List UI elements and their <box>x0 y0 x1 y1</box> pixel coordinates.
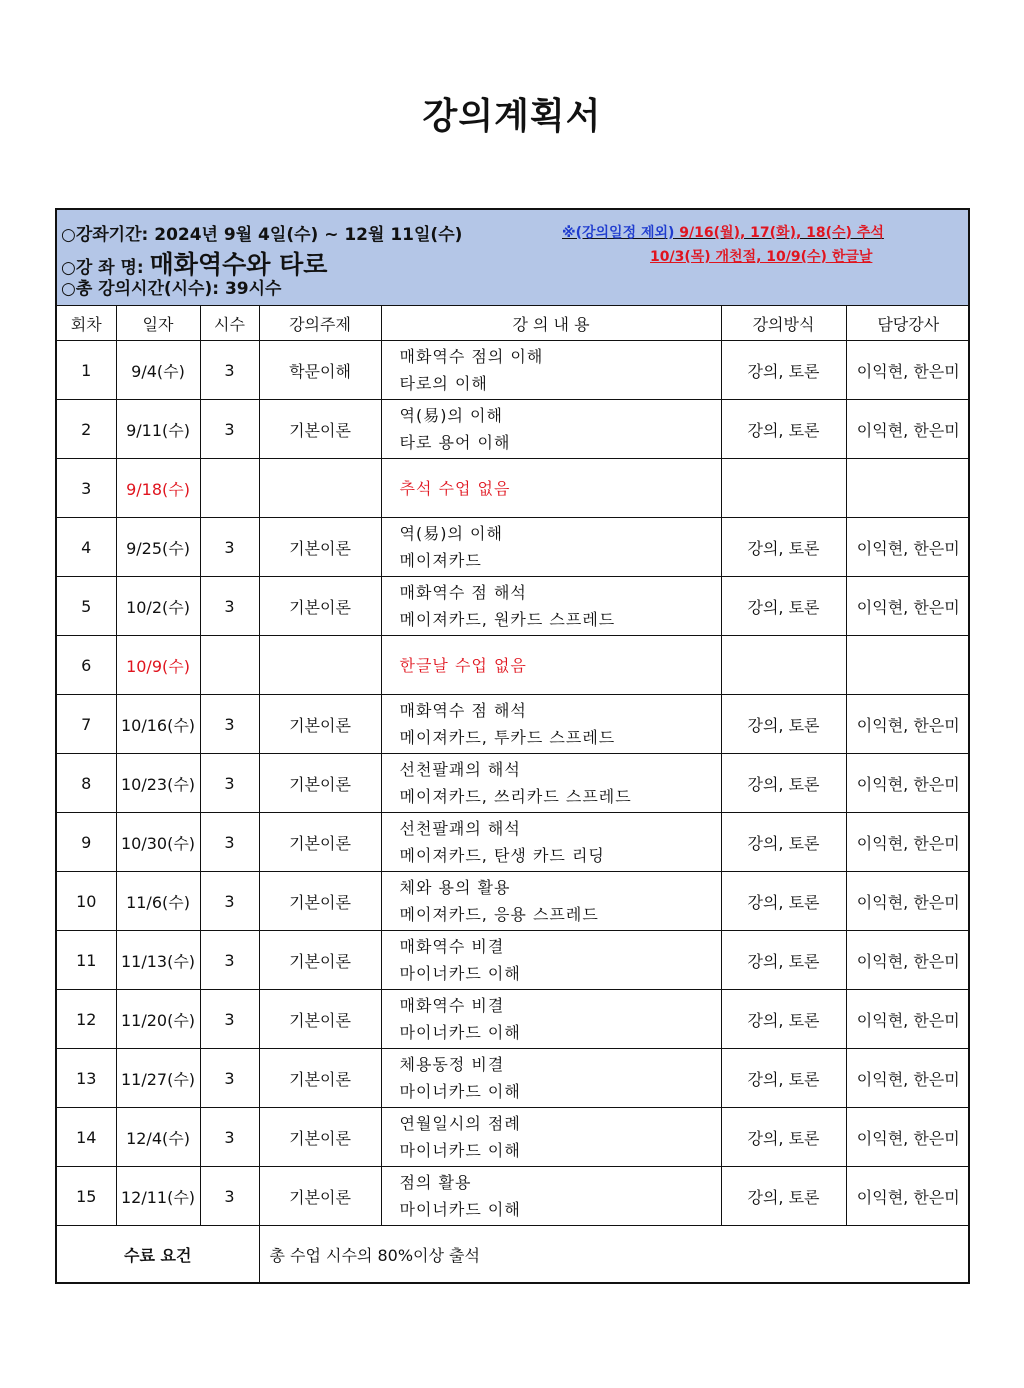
course-name-prefix: ○강 좌 명: <box>61 258 150 278</box>
content-line: 마이너카드 이해 <box>399 1141 521 1160</box>
session-topic: 기본이론 <box>259 518 381 577</box>
session-no: 13 <box>57 1049 116 1108</box>
col-instructor: 담당강사 <box>846 306 970 341</box>
session-instructor: 이익현, 한은미 <box>846 931 970 990</box>
session-date: 11/20(수) <box>116 990 200 1049</box>
session-date: 9/25(수) <box>116 518 200 577</box>
content-line: 매화역수 점의 이해 <box>399 347 544 366</box>
session-content <box>381 813 721 872</box>
session-content <box>381 1049 721 1108</box>
session-no: 15 <box>57 1167 116 1226</box>
content-line: 체용동정 비결 <box>399 1055 505 1074</box>
session-method: 강의, 토론 <box>721 400 846 459</box>
content-line: 마이너카드 이해 <box>399 1082 521 1101</box>
exclusion-note <box>562 222 884 242</box>
exclusion-lead: ※(강의일정 제외) <box>562 225 675 241</box>
session-no: 8 <box>57 754 116 813</box>
session-topic <box>259 459 381 518</box>
session-date: 10/9(수) <box>116 636 200 695</box>
session-date: 12/4(수) <box>116 1108 200 1167</box>
session-content <box>381 459 721 518</box>
session-hours: 3 <box>200 695 259 754</box>
session-method <box>721 636 846 695</box>
content-line: 타로 용어 이해 <box>399 433 511 452</box>
content-line: 마이너카드 이해 <box>399 1200 521 1219</box>
session-content <box>381 400 721 459</box>
session-topic: 기본이론 <box>259 872 381 931</box>
session-date: 9/18(수) <box>116 459 200 518</box>
session-topic: 기본이론 <box>259 695 381 754</box>
session-topic: 기본이론 <box>259 1108 381 1167</box>
session-date: 9/4(수) <box>116 341 200 400</box>
col-date: 일자 <box>116 306 200 341</box>
session-date: 10/23(수) <box>116 754 200 813</box>
session-instructor: 이익현, 한은미 <box>846 1108 970 1167</box>
table-row-holiday <box>57 459 970 518</box>
session-no: 10 <box>57 872 116 931</box>
session-content <box>381 931 721 990</box>
session-no: 3 <box>57 459 116 518</box>
course-name: 매화역수와 타로 <box>149 250 328 279</box>
session-hours: 3 <box>200 754 259 813</box>
session-topic: 기본이론 <box>259 813 381 872</box>
session-instructor: 이익현, 한은미 <box>846 577 970 636</box>
session-method: 강의, 토론 <box>721 754 846 813</box>
session-method: 강의, 토론 <box>721 990 846 1049</box>
completion-requirement-label: 수료 요건 <box>57 1226 259 1283</box>
session-instructor <box>846 459 970 518</box>
completion-requirement-row <box>57 1226 970 1283</box>
content-line: 한글날 수업 없음 <box>399 655 527 675</box>
session-no: 9 <box>57 813 116 872</box>
session-hours: 3 <box>200 577 259 636</box>
session-instructor: 이익현, 한은미 <box>846 341 970 400</box>
session-date: 10/30(수) <box>116 813 200 872</box>
session-topic: 기본이론 <box>259 754 381 813</box>
table-row <box>57 1108 970 1167</box>
session-instructor: 이익현, 한은미 <box>846 1167 970 1226</box>
content-line: 메이져카드, 탄생 카드 리딩 <box>399 846 605 865</box>
session-no: 1 <box>57 341 116 400</box>
content-line: 연월일시의 점례 <box>399 1114 521 1133</box>
session-method: 강의, 토론 <box>721 1167 846 1226</box>
session-no: 7 <box>57 695 116 754</box>
session-instructor: 이익현, 한은미 <box>846 813 970 872</box>
session-topic <box>259 636 381 695</box>
session-method: 강의, 토론 <box>721 1108 846 1167</box>
schedule-table <box>57 306 970 1282</box>
total-hours: ○총 강의시간(시수): 39시수 <box>61 279 282 299</box>
session-method <box>721 459 846 518</box>
session-topic: 학문이해 <box>259 341 381 400</box>
col-method: 강의방식 <box>721 306 846 341</box>
session-hours: 3 <box>200 1167 259 1226</box>
session-no: 11 <box>57 931 116 990</box>
course-info-band <box>57 210 968 306</box>
session-method: 강의, 토론 <box>721 341 846 400</box>
course-plan-box <box>55 208 970 1284</box>
session-instructor: 이익현, 한은미 <box>846 1049 970 1108</box>
table-row <box>57 754 970 813</box>
content-line: 매화역수 비결 <box>399 996 505 1015</box>
session-content <box>381 754 721 813</box>
session-topic: 기본이론 <box>259 1167 381 1226</box>
content-line: 메이져카드, 응용 스프레드 <box>399 905 599 924</box>
session-instructor: 이익현, 한은미 <box>846 695 970 754</box>
content-line: 메이져카드, 원카드 스프레드 <box>399 610 616 629</box>
col-topic: 강의주제 <box>259 306 381 341</box>
exclusion-dates-chuseok: 9/16(월), 17(화), 18(수) 추석 <box>674 225 884 241</box>
session-no: 14 <box>57 1108 116 1167</box>
content-line: 추석 수업 없음 <box>399 478 511 498</box>
session-topic: 기본이론 <box>259 577 381 636</box>
session-content <box>381 341 721 400</box>
content-line: 마이너카드 이해 <box>399 1023 521 1042</box>
col-session: 회차 <box>57 306 116 341</box>
session-hours: 3 <box>200 1049 259 1108</box>
session-method: 강의, 토론 <box>721 931 846 990</box>
exclusion-dates-holidays: 10/3(목) 개천절, 10/9(수) 한글날 <box>650 249 873 265</box>
table-header-row <box>57 306 970 341</box>
session-instructor: 이익현, 한은미 <box>846 990 970 1049</box>
session-topic: 기본이론 <box>259 990 381 1049</box>
content-line: 타로의 이해 <box>399 374 488 393</box>
session-hours: 3 <box>200 990 259 1049</box>
session-content <box>381 872 721 931</box>
session-no: 12 <box>57 990 116 1049</box>
content-line: 선천팔괘의 해석 <box>399 819 521 838</box>
session-date: 11/27(수) <box>116 1049 200 1108</box>
content-line: 매화역수 점 해석 <box>399 701 527 720</box>
content-line: 점의 활용 <box>399 1173 472 1192</box>
session-instructor: 이익현, 한은미 <box>846 754 970 813</box>
session-method: 강의, 토론 <box>721 577 846 636</box>
session-content <box>381 1108 721 1167</box>
session-hours: 3 <box>200 1108 259 1167</box>
table-row <box>57 695 970 754</box>
session-content <box>381 518 721 577</box>
session-date: 10/2(수) <box>116 577 200 636</box>
table-row <box>57 1049 970 1108</box>
session-content <box>381 636 721 695</box>
col-content: 강 의 내 용 <box>381 306 721 341</box>
table-row <box>57 400 970 459</box>
content-line: 역(易)의 이해 <box>399 406 503 425</box>
content-line: 메이져카드 <box>399 551 482 570</box>
content-line: 메이져카드, 쓰리카드 스프레드 <box>399 787 632 806</box>
session-hours <box>200 636 259 695</box>
table-row <box>57 577 970 636</box>
content-line: 선천팔괘의 해석 <box>399 760 521 779</box>
session-no: 5 <box>57 577 116 636</box>
table-row-holiday <box>57 636 970 695</box>
session-method: 강의, 토론 <box>721 813 846 872</box>
session-hours: 3 <box>200 872 259 931</box>
table-row <box>57 931 970 990</box>
session-content <box>381 695 721 754</box>
session-instructor <box>846 636 970 695</box>
session-instructor: 이익현, 한은미 <box>846 518 970 577</box>
session-method: 강의, 토론 <box>721 518 846 577</box>
session-method: 강의, 토론 <box>721 695 846 754</box>
content-line: 마이너카드 이해 <box>399 964 521 983</box>
content-line: 메이져카드, 투카드 스프레드 <box>399 728 616 747</box>
session-method: 강의, 토론 <box>721 1049 846 1108</box>
session-method: 강의, 토론 <box>721 872 846 931</box>
session-content <box>381 990 721 1049</box>
session-no: 2 <box>57 400 116 459</box>
session-topic: 기본이론 <box>259 1049 381 1108</box>
content-line: 매화역수 비결 <box>399 937 505 956</box>
table-row <box>57 518 970 577</box>
table-row <box>57 990 970 1049</box>
session-date: 11/13(수) <box>116 931 200 990</box>
table-row <box>57 813 970 872</box>
session-hours: 3 <box>200 341 259 400</box>
session-hours <box>200 459 259 518</box>
session-hours: 3 <box>200 813 259 872</box>
session-topic: 기본이론 <box>259 931 381 990</box>
col-hours: 시수 <box>200 306 259 341</box>
session-date: 11/6(수) <box>116 872 200 931</box>
session-date: 12/11(수) <box>116 1167 200 1226</box>
session-hours: 3 <box>200 518 259 577</box>
content-line: 매화역수 점 해석 <box>399 583 527 602</box>
document-title: 강의계획서 <box>422 96 602 137</box>
session-topic: 기본이론 <box>259 400 381 459</box>
session-instructor: 이익현, 한은미 <box>846 400 970 459</box>
content-line: 역(易)의 이해 <box>399 524 503 543</box>
content-line: 체와 용의 활용 <box>399 878 511 897</box>
table-row <box>57 872 970 931</box>
session-content <box>381 1167 721 1226</box>
table-row <box>57 341 970 400</box>
session-date: 9/11(수) <box>116 400 200 459</box>
session-date: 10/16(수) <box>116 695 200 754</box>
session-instructor: 이익현, 한은미 <box>846 872 970 931</box>
completion-requirement-text: 총 수업 시수의 80%이상 출석 <box>259 1226 970 1283</box>
session-content <box>381 577 721 636</box>
table-row <box>57 1167 970 1226</box>
session-hours: 3 <box>200 400 259 459</box>
session-hours: 3 <box>200 931 259 990</box>
session-no: 4 <box>57 518 116 577</box>
course-period: ○강좌기간: 2024년 9월 4일(수) ~ 12월 11일(수) <box>61 225 463 245</box>
session-no: 6 <box>57 636 116 695</box>
